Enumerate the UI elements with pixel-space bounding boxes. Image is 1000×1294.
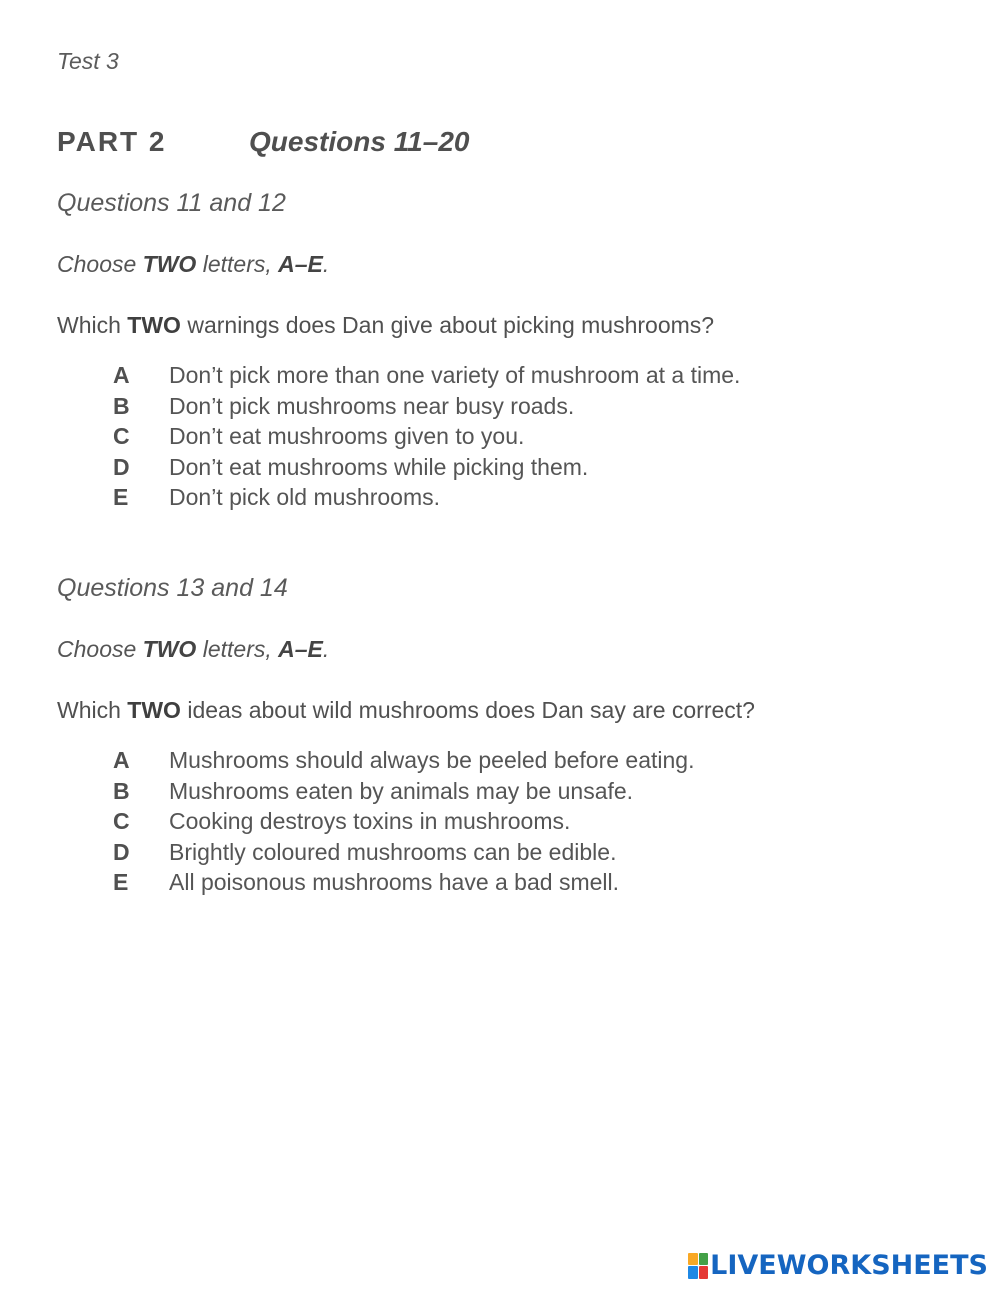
instruction-middle: letters, [196,251,279,277]
logo-mark-cell [688,1266,698,1279]
part-range: Questions 11–20 [249,126,470,157]
part-label: PART 2 [57,126,167,157]
option-letter: E [113,484,129,510]
question-group-heading: Questions 13 and 14 [57,574,288,602]
logo-mark-cell [688,1253,698,1266]
option-d [113,452,937,483]
option-list [57,745,937,898]
question-bold: TWO [127,697,181,723]
logo-mark-cell [699,1266,709,1279]
instruction-count: TWO [142,251,197,277]
question-suffix: warnings does Dan give about picking mushrooms? [180,312,715,338]
option-letter: C [113,423,130,449]
option-letter: D [113,838,130,865]
instruction-suffix: . [322,636,330,662]
option-text: Don’t eat mushrooms given to you. [169,423,525,449]
logo-mark-cell [699,1253,709,1266]
option-letter: E [113,869,129,895]
option-text: Don’t pick more than one variety of mushroom at a time. [169,362,741,388]
instruction-prefix: Choose [57,251,143,277]
liveworksheets-logo[interactable] [688,1250,988,1281]
part-heading [57,126,469,158]
instruction-suffix: . [322,251,330,277]
option-text: Mushrooms eaten by animals may be unsafe. [169,777,634,804]
option-d [113,837,937,868]
instruction-prefix: Choose [57,636,143,662]
option-b [113,776,937,807]
option-text: All poisonous mushrooms have a bad smell. [169,869,620,895]
option-text: Don’t pick mushrooms near busy roads. [169,392,575,419]
test-label: Test 3 [57,48,119,74]
question-group-13-14 [57,574,937,898]
option-a [113,360,937,391]
question-prefix: Which [57,697,128,723]
question-bold: TWO [127,312,181,338]
question-group-11-12 [57,189,937,513]
logo-mark-icon [688,1253,708,1279]
option-letter: C [113,808,130,834]
instruction [57,251,937,312]
option-a [113,745,937,776]
option-list [57,360,937,513]
logo-text: LIVEWORKSHEETS [710,1250,988,1281]
option-letter: D [113,453,130,480]
question-suffix: ideas about wild mushrooms does Dan say are correct? [180,697,755,723]
option-text: Cooking destroys toxins in mushrooms. [169,808,571,834]
option-letter: B [113,392,130,419]
option-text: Don’t eat mushrooms while picking them. [169,453,589,480]
instruction [57,636,937,697]
option-text: Don’t pick old mushrooms. [169,484,440,510]
option-e [113,482,937,513]
option-c [113,806,937,837]
instruction-range: A–E [278,251,323,277]
option-b [113,391,937,422]
instruction-middle: letters, [196,636,279,662]
question-stem [57,312,937,360]
option-text: Brightly coloured mushrooms can be edible. [169,838,617,865]
instruction-count: TWO [142,636,197,662]
question-prefix: Which [57,312,128,338]
option-e [113,867,937,898]
question-group-heading: Questions 11 and 12 [57,189,286,217]
option-letter: A [113,362,130,388]
option-c [113,421,937,452]
instruction-range: A–E [278,636,323,662]
option-text: Mushrooms should always be peeled before eating. [169,747,695,773]
question-stem [57,697,937,745]
option-letter: B [113,777,130,804]
option-letter: A [113,747,130,773]
